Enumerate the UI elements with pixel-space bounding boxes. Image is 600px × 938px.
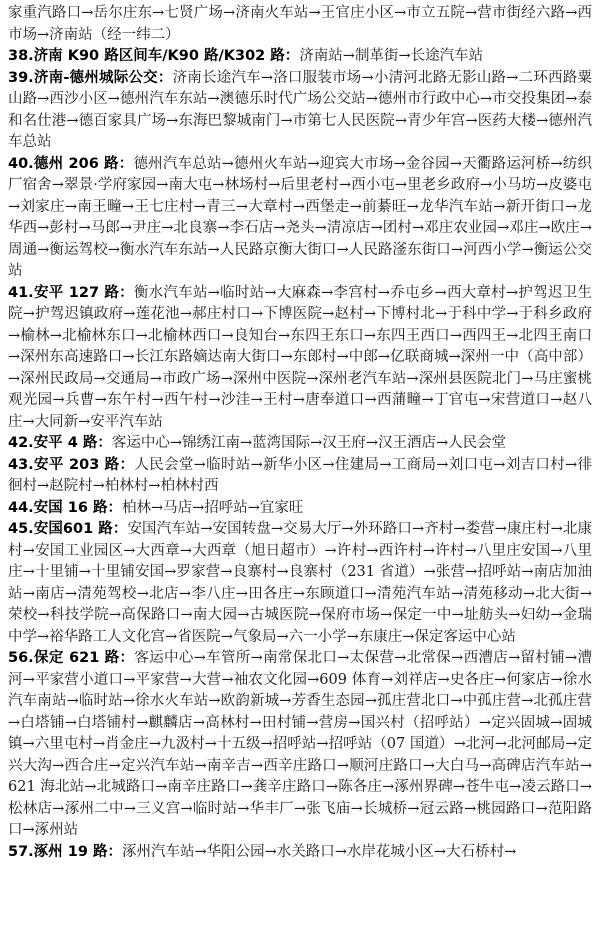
route-title: 42.安平 4 路： — [8, 435, 112, 451]
route-entry-40 — [8, 154, 592, 283]
route-entry-43 — [8, 455, 592, 498]
route-entry-42 — [8, 433, 592, 455]
route-stops: 济南长途汽车→洛口服装市场→小清河北路无影山路→二环西路粟山路→西沙小区→德州汽车东站→澳德乐时代广场公交站→德州市行政中心→市交投集团→泰和名仕港→德百家具广场→东海巴黎城南门→市第七人民医院→青少年宫→医药大楼→德州汽车总站 — [8, 69, 592, 150]
route-title: 40.德州 206 路： — [8, 155, 134, 172]
route-entry-39 — [8, 68, 592, 154]
route-stops: 柏林→马店→招呼站→宜家旺 — [121, 499, 304, 516]
route-entry-44 — [8, 498, 592, 520]
route-title: 43.安平 203 路： — [8, 456, 135, 473]
route-entry-57 — [8, 842, 592, 864]
route-title: 56.保定 621 路： — [8, 650, 135, 666]
route-entry-56 — [8, 648, 592, 842]
route-entry-41 — [8, 283, 592, 434]
route-title: 57.涿州 19 路： — [8, 843, 122, 860]
route-title: 38.济南 K90 路区间车/K90 路/K302 路： — [8, 48, 300, 64]
route-title: 39.济南-德州城际公交： — [8, 69, 173, 86]
route-entry-continued — [8, 3, 592, 46]
route-stops: 人民会堂→临时站→新华小区→住建局→工商局→刘口屯→刘吉口村→徘徊村→赵院村→柏林村→柏林村西 — [8, 456, 592, 494]
route-stops: 安国汽车站→安国转盘→交易大厅→外环路口→齐村→娄营→康庄村→北康村→安国工业园区→大西章→大西章（旭日超市）→许村→西许村→许村→八里庄安国→八里庄→十里铺→十里铺安国→罗家营→良寨村→良寨村（231 省道）→张营→招呼站→南店加油站→南店→清苑驾校→北店→李八庄→田各庄→东顾道口→清苑汽车站→清苑移动→北大街→荣校→科技学院→高保路口→南大园→古城医院→保府市场→保定一中→址舫头→妇幼→金瑞中学→裕华路工人文化宫→省医院→气象局→六一小学→东康庄→保定客运中心站 — [8, 521, 592, 645]
route-stops: 衡水汽车站→临时站→大麻森→李宫村→乔屯乡→西大章村→护驾迟卫生院→护驾迟镇政府→莲花池→郝庄村口→下博医院→赵村→下博村北→于科中学→于科乡政府→榆林→北榆林东口→北榆林西口→良知台→东四王东口→东四王西口→西四王→北四王南口→深州东高速路口→长江东路嫡达南大街口→东郎村→中郎→亿联商城→深州一中（高中部）→深州民政局→交通局→市政广场→深州中医院→深州老汽车站→深州县医院北门→马庄蜜桃观光园→兵曹→东午村→西午村→沙洼→王村→唐奉道口→西蒲疃→丁官屯→宋营道口→赵八庄→大同新→安平汽车站 — [8, 284, 592, 430]
route-stops: 德州汽车总站→德州火车站→迎宾大市场→金谷园→天衢路运河桥→纺织厂宿舍→翠景·学府家园→南大屯→林场村→后里老村→西小屯→里老乡政府→小马坊→皮婆屯→刘家庄→南王疃→王七庄村→青三→大章村→西堡走→前綦旺→龙华汽车站→新开街口→龙华西→彭村→马郎→尹庄→北良寨→李石店→尧头→清凉店→团村→邓庄农业园→邓庄→欧庄→周通→衡运驾校→衡水汽车东站→人民路京衡大街口→人民路滏东街口→河西小学→衡运公交站 — [8, 155, 592, 279]
route-title: 45.安国601 路： — [8, 521, 128, 537]
route-title: 41.安平 127 路： — [8, 284, 134, 301]
route-entry-38 — [8, 46, 592, 68]
route-stops: 济南站→制革街→长途汽车站 — [299, 48, 484, 64]
route-entry-45 — [8, 519, 592, 648]
route-title: 44.安国 16 路： — [8, 499, 122, 516]
route-stops: 客运中心→锦绣江南→蓝湾国际→汉王府→汉王酒店→人民会堂 — [111, 435, 507, 451]
route-stops: 客运中心→车管所→南常保北口→太保营→北常保→西漕店→留村铺→漕河→平家营小道口→平家营→大营→袖农文化园→609 体育→刘祥店→史各庄→何家店→徐水汽车南站→临时站→徐水火车站→欧韵新城→芳香生态园→孤庄营北口→中孤庄营→北孤庄营→白塔铺→白塔铺村→麒麟店→高林村→田村铺→营房→国兴村（招呼站）→定兴固城→固城镇→六里屯村→肖金庄→九汲村→十五级→招呼站→招呼站（07 国道）→北河→北河邮局→定兴大沟→西合庄→定兴汽车站→南辛吉→西辛庄路口→顺河庄路口→大白马→高碑店汽车站→621 海北站→北城路口→南辛庄路口→龚辛庄路口→陈各庄→涿州界碑→苍牛屯→凌云路口→松林店→涿州二中→三义宫→临时站→华丰厂→张飞庙→长城桥→冠云路→桃园路口→范阳路口→涿州站 — [8, 650, 592, 838]
route-stops: 家重汽路口→岳尔庄东→七贤广场→济南火车站→王官庄小区→市立五院→营市街经六路→西市场→济南站（经一纬二） — [8, 5, 592, 43]
route-stops: 涿州汽车站→华阳公园→水关路口→水岸花城小区→大石桥村→ — [121, 843, 517, 860]
